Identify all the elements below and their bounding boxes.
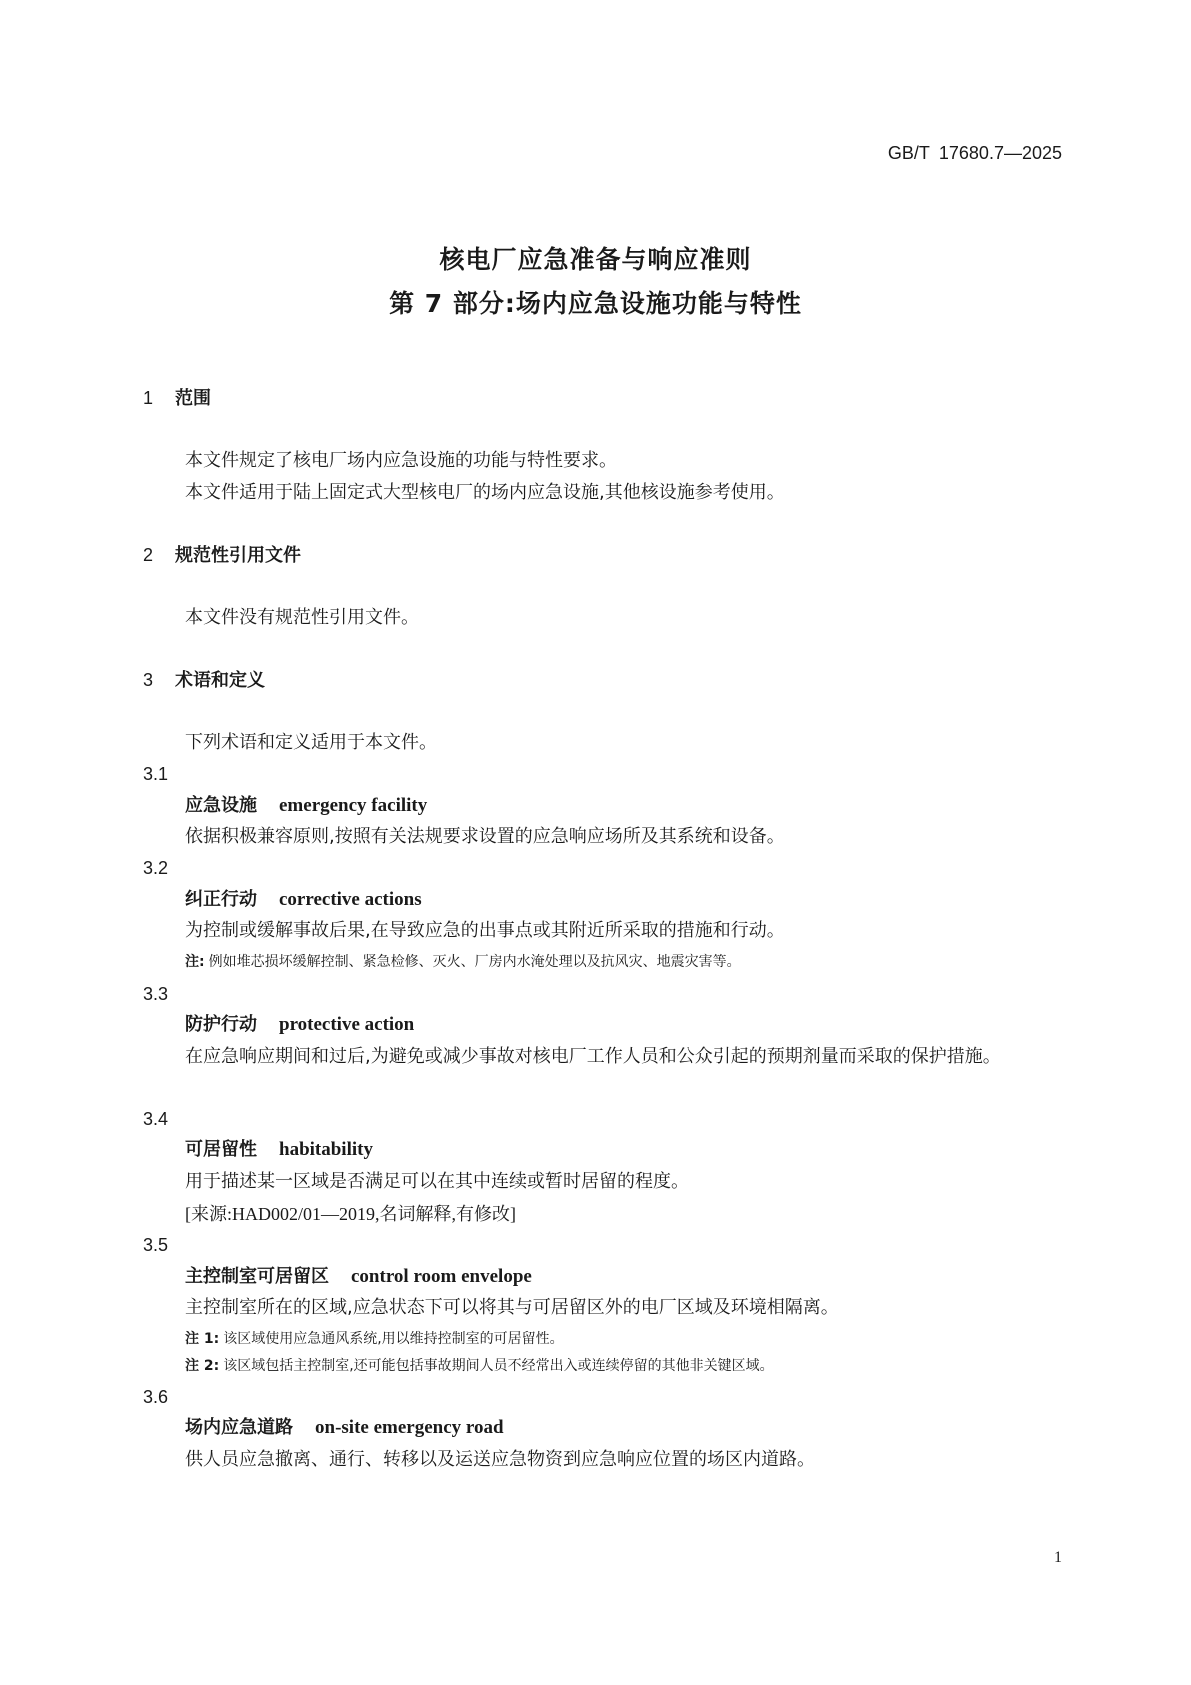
title-line-1: 核电厂应急准备与响应准则	[439, 245, 752, 274]
term-note-2: 注 2: 该区域包括主控制室,还可能包括事故期间人员不经常出入或连续停留的其他非关键区域。	[185, 1358, 774, 1374]
paragraph: 下列术语和定义适用于本文件。	[185, 732, 437, 753]
term-definition: 用于描述某一区域是否满足可以在其中连续或暂时居留的程度。	[185, 1171, 689, 1192]
term-number: 3.6	[143, 1387, 169, 1407]
term-number: 3.1	[143, 764, 169, 784]
term-definition: 供人员应急撤离、通行、转移以及运送应急物资到应急响应位置的场区内道路。	[185, 1449, 815, 1470]
page-number: 1	[1054, 1549, 1062, 1566]
term-number: 3.2	[143, 858, 169, 878]
term-title: 纠正行动 corrective actions	[185, 889, 422, 910]
term-note-1: 注 1: 该区域使用应急通风系统,用以维持控制室的可居留性。	[185, 1331, 564, 1347]
paragraph: 本文件规定了核电厂场内应急设施的功能与特性要求。	[185, 450, 617, 471]
term-title: 主控制室可居留区 control room envelope	[185, 1266, 532, 1287]
term-number: 3.3	[143, 984, 169, 1004]
paragraph: 本文件没有规范性引用文件。	[185, 607, 419, 628]
term-title: 防护行动 protective action	[185, 1014, 415, 1035]
term-number: 3.4	[143, 1109, 169, 1129]
section-1-heading: 1 范围	[143, 388, 211, 409]
title-line-2: 第 7 部分:场内应急设施功能与特性	[389, 289, 802, 318]
paragraph: 本文件适用于陆上固定式大型核电厂的场内应急设施,其他核设施参考使用。	[185, 482, 785, 503]
standard-number: GB/T 17680.7—2025	[887, 143, 1062, 163]
section-3-heading: 3 术语和定义	[143, 670, 265, 691]
term-number: 3.5	[143, 1235, 169, 1255]
term-title: 可居留性 habitability	[185, 1139, 373, 1160]
term-definition: 在应急响应期间和过后,为避免或减少事故对核电厂工作人员和公众引起的预期剂量而采取的保护措施。	[185, 1046, 1001, 1067]
term-title: 应急设施 emergency facility	[185, 795, 428, 816]
term-definition: 为控制或缓解事故后果,在导致应急的出事点或其附近所采取的措施和行动。	[185, 920, 785, 941]
term-note: 注: 例如堆芯损坏缓解控制、紧急检修、灭火、厂房内水淹处理以及抗风灾、地震灾害等。	[185, 954, 741, 970]
term-definition: 主控制室所在的区域,应急状态下可以将其与可居留区外的电厂区域及环境相隔离。	[185, 1297, 839, 1318]
section-2-heading: 2 规范性引用文件	[143, 545, 301, 566]
term-title: 场内应急道路 on-site emergency road	[185, 1417, 504, 1438]
term-source: [来源:HAD002/01—2019,名词解释,有修改]	[185, 1204, 516, 1224]
term-definition: 依据积极兼容原则,按照有关法规要求设置的应急响应场所及其系统和设备。	[185, 826, 785, 847]
